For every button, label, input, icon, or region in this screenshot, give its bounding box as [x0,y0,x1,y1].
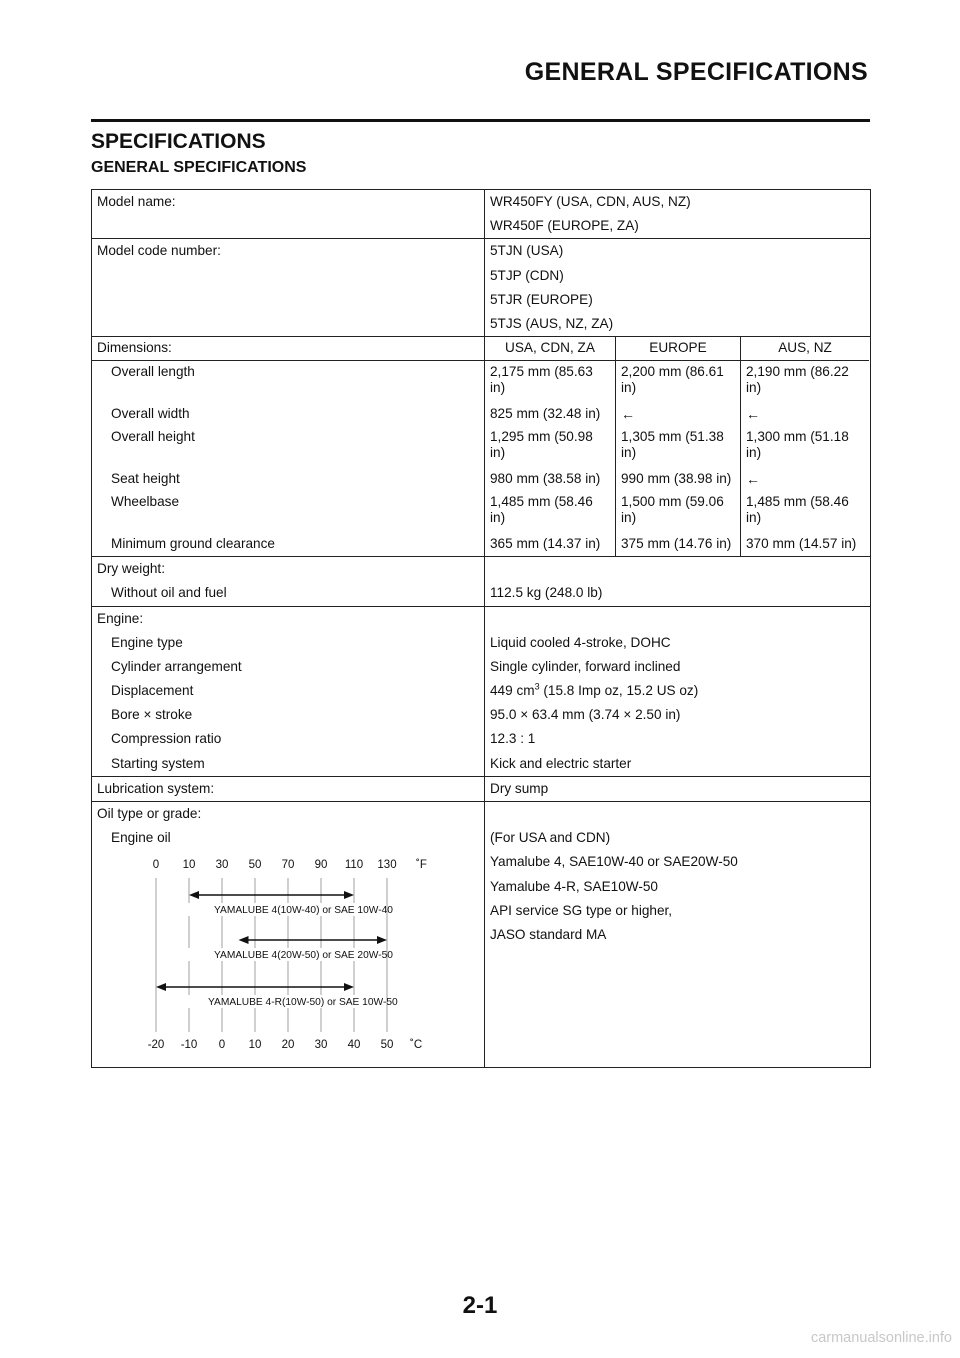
range-label: YAMALUBE 4(20W-50) or SAE 20W-50 [214,950,393,962]
row-value: 5TJR (EUROPE) [490,291,593,307]
dry-weight-row [92,557,871,606]
dimensions-label: Dimensions: [92,337,485,361]
range-arrow-head-right [344,983,354,991]
row-label: Engine: [97,610,144,626]
range-arrow-head-right [344,891,354,899]
fahrenheit-tick-label: 90 [314,859,328,872]
fahrenheit-tick-label: 30 [215,859,229,872]
dimension-value: 980 mm (38.58 in) [485,468,616,491]
celsius-tick-label: -20 [147,1039,165,1051]
celsius-tick-label: 40 [347,1039,361,1051]
dimension-label: Overall height [92,426,485,468]
subsection-title: GENERAL SPECIFICATIONS [91,159,307,176]
dimension-label: Minimum ground clearance [92,533,485,556]
page-header-title: GENERAL SPECIFICATIONS [524,58,868,86]
dimension-value: 990 mm (38.98 in) [616,468,741,491]
dimension-label: Overall width [92,403,485,426]
dimension-value: 370 mm (14.57 in) [746,536,857,552]
cubic-superscript: 3 [534,681,540,692]
row-value: JASO standard MA [490,926,607,942]
dimension-label: Overall length [92,361,485,403]
row-value: 5TJP (CDN) [490,267,564,283]
row-label: Lubrication system: [97,780,215,796]
range-arrow-head-left [239,936,249,944]
row-sub-label: Engine type [111,634,183,650]
engine-row [92,606,871,776]
row-value: 112.5 kg (248.0 lb) [490,585,603,601]
dimension-value: 1,485 mm (58.46 in) [485,491,616,533]
celsius-tick-label: 20 [281,1039,295,1051]
row-value: API service SG type or higher, [490,902,673,918]
row-value: (For USA and CDN) [490,830,611,846]
row-sub-label: Bore × stroke [111,707,193,723]
same-as-left-arrow-icon: ← [616,403,741,426]
dimension-value: 1,305 mm (51.38 in) [616,426,741,468]
row-value: Yamalube 4-R, SAE10W-50 [490,878,658,894]
row-value: 12.3 : 1 [490,731,536,747]
row-label: Oil type or grade: [97,806,202,821]
row-value: Liquid cooled 4-stroke, DOHC [490,634,671,650]
range-arrow-head-right [377,936,387,944]
dimension-value: 1,295 mm (50.98 in) [485,426,616,468]
fahrenheit-unit-label: ˚F [416,859,427,872]
celsius-tick-label: 0 [218,1039,226,1051]
range-label: YAMALUBE 4-R(10W-50) or SAE 10W-50 [208,997,398,1009]
celsius-tick-label: 50 [380,1039,394,1051]
region-header: AUS, NZ [741,337,869,361]
header-rule [91,119,870,122]
dimension-value: 375 mm (14.76 in) [616,533,741,556]
row-value: Single cylinder, forward inclined [490,658,681,674]
same-as-left-arrow-icon: ← [746,471,760,488]
model-code-row [92,239,871,337]
row-sub-label: Without oil and fuel [111,585,227,601]
fahrenheit-tick-label: 10 [182,859,196,872]
oil-temperature-chart [132,850,432,1050]
watermark: carmanualsonline.info [810,1330,952,1346]
celsius-tick-label: -10 [180,1039,198,1051]
model-name-row [92,190,871,239]
oil-row [92,802,871,1068]
section-title: SPECIFICATIONS [91,130,266,153]
fahrenheit-tick-label: 0 [152,859,160,872]
row-sub-label: Compression ratio [111,731,222,747]
row-value: Yamalube 4, SAE10W-40 or SAE20W-50 [490,854,738,870]
row-value: WR450FY (USA, CDN, AUS, NZ) [490,194,691,209]
row-value: Dry sump [490,780,549,796]
celsius-tick-label: 30 [314,1039,328,1051]
dimensions-grid [92,337,870,556]
row-label: Model name: [97,194,176,209]
lubrication-row [92,776,871,801]
row-sub-label: Starting system [111,755,205,771]
row-sub-label: Displacement [111,683,194,699]
row-value: 5TJN (USA) [490,243,564,259]
row-sub-label: Cylinder arrangement [111,658,242,674]
dimension-value: 1,300 mm (51.18 in) [746,429,849,461]
specifications-table [91,189,871,1068]
row-value: WR450F (EUROPE, ZA) [490,218,639,234]
dimensions-row [92,337,871,557]
dimension-value: 1,500 mm (59.06 in) [616,491,741,533]
celsius-tick-label: 10 [248,1039,262,1051]
dimension-label: Wheelbase [92,491,485,533]
dimension-value: 365 mm (14.37 in) [485,533,616,556]
region-header: USA, CDN, ZA [485,337,616,361]
row-value: 95.0 × 63.4 mm (3.74 × 2.50 in) [490,707,681,723]
celsius-unit-label: ˚C [410,1039,423,1051]
displacement-alt: (15.8 Imp oz, 15.2 US oz) [539,683,699,699]
fahrenheit-tick-label: 50 [248,859,262,872]
same-as-left-arrow-icon: ← [746,406,760,423]
dimension-value: 825 mm (32.48 in) [485,403,616,426]
row-value: 5TJS (AUS, NZ, ZA) [490,315,614,331]
page-number: 2-1 [462,1292,498,1319]
fahrenheit-tick-label: 110 [344,859,364,872]
fahrenheit-tick-label: 70 [281,859,295,872]
row-value: Kick and electric starter [490,755,632,771]
region-header: EUROPE [616,337,741,361]
dimension-value: 2,200 mm (86.61 in) [616,361,741,403]
row-sub-label: Engine oil [111,830,171,846]
row-label: Model code number: [97,243,221,259]
row-label: Dry weight: [97,561,165,577]
displacement-value [485,679,870,703]
dimension-value: 2,190 mm (86.22 in) [746,364,849,396]
dimension-value: 1,485 mm (58.46 in) [746,494,849,526]
range-arrow-head-left [189,891,199,899]
displacement-number: 449 cm [490,683,535,699]
fahrenheit-tick-label: 130 [377,859,397,872]
range-label: YAMALUBE 4(10W-40) or SAE 10W-40 [214,905,393,917]
dimension-value: 2,175 mm (85.63 in) [485,361,616,403]
dimension-label: Seat height [92,468,485,491]
range-arrow-head-left [156,983,166,991]
